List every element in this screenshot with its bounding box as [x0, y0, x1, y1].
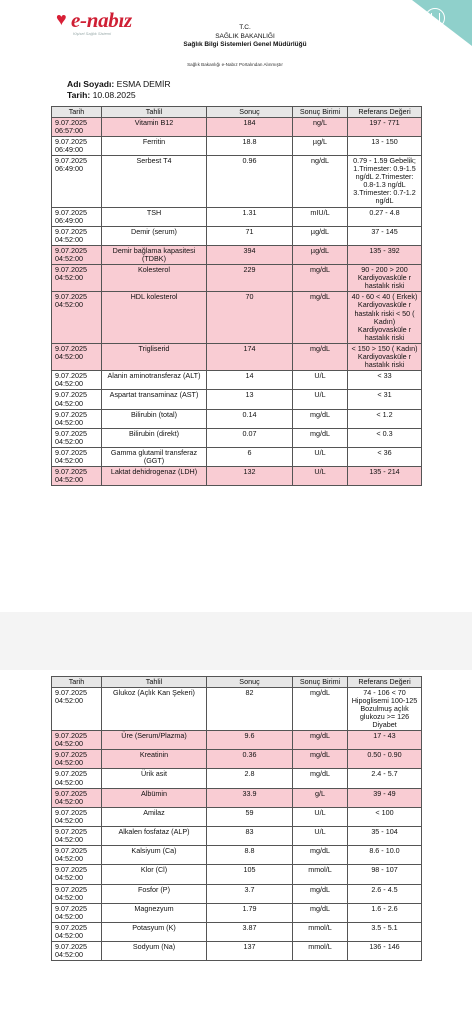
table-row	[52, 903, 422, 922]
table-row	[52, 292, 422, 344]
cell-result: 9.6	[207, 731, 293, 750]
cell-date: 9.07.2025 04:52:00	[52, 467, 102, 486]
cell-test: Alanin aminotransferaz (ALT)	[102, 371, 207, 390]
cell-unit: mg/dL	[293, 903, 348, 922]
cell-reference: 8.6 - 10.0	[348, 846, 422, 865]
cell-test: Glukoz (Açlık Kan Şekeri)	[102, 687, 207, 730]
column-header-test: Tahlil	[102, 677, 207, 688]
table-header-row	[52, 107, 422, 118]
cell-date: 9.07.2025 06:49:00	[52, 155, 102, 207]
cell-test: Ferritin	[102, 136, 207, 155]
cell-unit: U/L	[293, 467, 348, 486]
column-header-reference: Referans Değeri	[348, 677, 422, 688]
cell-date: 9.07.2025 06:57:00	[52, 117, 102, 136]
cell-unit: mmol/L	[293, 922, 348, 941]
cell-reference: 13 - 150	[348, 136, 422, 155]
cell-date: 9.07.2025 04:52:00	[52, 265, 102, 292]
column-header-reference: Referans Değeri	[348, 107, 422, 118]
cell-reference: 39 - 49	[348, 788, 422, 807]
cell-test: Ürik asit	[102, 769, 207, 788]
cell-result: 59	[207, 807, 293, 826]
enabiz-logo	[56, 8, 146, 36]
cell-unit: mg/dL	[293, 769, 348, 788]
table-row	[52, 788, 422, 807]
report-date-label: Tarih:	[67, 90, 91, 100]
table-row	[52, 467, 422, 486]
cell-unit: mg/dL	[293, 265, 348, 292]
column-header-date: Tarih	[52, 677, 102, 688]
cell-test: Vitamin B12	[102, 117, 207, 136]
table-row	[52, 447, 422, 466]
cell-result: 6	[207, 447, 293, 466]
table-row	[52, 390, 422, 409]
cell-result: 71	[207, 226, 293, 245]
cell-unit: mg/dL	[293, 884, 348, 903]
ministry-line-2: SAĞLIK BAKANLIĞI	[215, 32, 275, 40]
cell-unit: U/L	[293, 371, 348, 390]
cell-result: 0.14	[207, 409, 293, 428]
ministry-seal-icon	[425, 8, 445, 28]
cell-date: 9.07.2025 04:52:00	[52, 827, 102, 846]
cell-date: 9.07.2025 04:52:00	[52, 371, 102, 390]
page-separator	[0, 612, 472, 670]
column-header-unit: Sonuç Birimi	[293, 677, 348, 688]
table-row	[52, 942, 422, 961]
cell-date: 9.07.2025 04:52:00	[52, 807, 102, 826]
table-row	[52, 428, 422, 447]
cell-reference: 17 - 43	[348, 731, 422, 750]
cell-test: Bilirubin (direkt)	[102, 428, 207, 447]
cell-result: 18.8	[207, 136, 293, 155]
cell-test: Klor (Cl)	[102, 865, 207, 884]
cell-unit: U/L	[293, 390, 348, 409]
cell-test: Albümin	[102, 788, 207, 807]
cell-date: 9.07.2025 04:52:00	[52, 846, 102, 865]
cell-reference: 197 - 771	[348, 117, 422, 136]
table-row	[52, 922, 422, 941]
cell-test: Amilaz	[102, 807, 207, 826]
logo-tagline: Kişisel Sağlık Sistemi	[73, 31, 112, 36]
table-row	[52, 827, 422, 846]
cell-unit: g/L	[293, 788, 348, 807]
cell-test: Magnezyum	[102, 903, 207, 922]
cell-unit: mmol/L	[293, 865, 348, 884]
column-header-result: Sonuç	[207, 107, 293, 118]
table-row	[52, 807, 422, 826]
cell-reference: 1.6 - 2.6	[348, 903, 422, 922]
cell-date: 9.07.2025 04:52:00	[52, 942, 102, 961]
cell-unit: U/L	[293, 827, 348, 846]
column-header-unit: Sonuç Birimi	[293, 107, 348, 118]
cell-unit: U/L	[293, 807, 348, 826]
cell-unit: mIU/L	[293, 207, 348, 226]
table-row	[52, 117, 422, 136]
cell-test: Alkalen fosfataz (ALP)	[102, 827, 207, 846]
cell-test: Demir (serum)	[102, 226, 207, 245]
cell-reference: 35 - 104	[348, 827, 422, 846]
cell-reference: 0.50 - 0.90	[348, 750, 422, 769]
cell-test: TSH	[102, 207, 207, 226]
cell-unit: µg/dL	[293, 226, 348, 245]
cell-result: 2.8	[207, 769, 293, 788]
column-header-test: Tahlil	[102, 107, 207, 118]
cell-reference: 90 - 200 > 200 Kardiyovaskülе r hastalık riski	[348, 265, 422, 292]
cell-unit: mg/dL	[293, 409, 348, 428]
cell-result: 13	[207, 390, 293, 409]
cell-result: 83	[207, 827, 293, 846]
cell-test: Üre (Serum/Plazma)	[102, 731, 207, 750]
ministry-line-3: Sağlık Bilgi Sistemleri Genel Müdürlüğü	[183, 41, 307, 48]
cell-test: Aspartat transaminaz (AST)	[102, 390, 207, 409]
column-header-date: Tarih	[52, 107, 102, 118]
cell-unit: ng/L	[293, 117, 348, 136]
cell-reference: < 0.3	[348, 428, 422, 447]
cell-unit: µg/dL	[293, 245, 348, 264]
cell-date: 9.07.2025 04:52:00	[52, 788, 102, 807]
cell-reference: 3.5 - 5.1	[348, 922, 422, 941]
cell-result: 1.31	[207, 207, 293, 226]
heart-icon: ♥	[56, 9, 67, 29]
table-row	[52, 265, 422, 292]
cell-unit: mg/dL	[293, 343, 348, 370]
cell-reference: < 150 > 150 ( Kadın) Kardiyovasküle r hastalık riski	[348, 343, 422, 370]
source-note: Sağlık Bakanlığı e-Nabız Portalından Alınmıştır	[187, 62, 283, 67]
cell-reference: 37 - 145	[348, 226, 422, 245]
table-body	[52, 117, 422, 486]
cell-result: 105	[207, 865, 293, 884]
table-row	[52, 245, 422, 264]
table-body	[52, 687, 422, 961]
table-row	[52, 207, 422, 226]
cell-reference: < 33	[348, 371, 422, 390]
patient-info	[67, 79, 171, 101]
cell-result: 229	[207, 265, 293, 292]
logo-text: e-nabız	[71, 8, 132, 32]
cell-test: Kreatinin	[102, 750, 207, 769]
table-row	[52, 769, 422, 788]
cell-unit: mg/dL	[293, 687, 348, 730]
cell-test: Demir bağlama kapasitesi (TDBK)	[102, 245, 207, 264]
cell-date: 9.07.2025 04:52:00	[52, 750, 102, 769]
table-row	[52, 884, 422, 903]
cell-reference: < 31	[348, 390, 422, 409]
column-header-result: Sonuç	[207, 677, 293, 688]
cell-reference: 135 - 392	[348, 245, 422, 264]
cell-date: 9.07.2025 04:52:00	[52, 245, 102, 264]
cell-date: 9.07.2025 06:49:00	[52, 136, 102, 155]
cell-reference: 98 - 107	[348, 865, 422, 884]
cell-result: 70	[207, 292, 293, 344]
cell-unit: mg/dL	[293, 846, 348, 865]
cell-unit: µg/L	[293, 136, 348, 155]
cell-unit: U/L	[293, 447, 348, 466]
cell-reference: 0.27 - 4.8	[348, 207, 422, 226]
patient-name-label: Adı Soyadı:	[67, 79, 115, 89]
cell-reference: 74 - 106 < 70 Hipoglisemi 100-125 Bozulmuş açlık glukozu >= 126 Diyabet	[348, 687, 422, 730]
cell-result: 0.36	[207, 750, 293, 769]
report-date: 10.08.2025	[92, 90, 136, 100]
cell-test: HDL kolesterol	[102, 292, 207, 344]
lab-results-table-2	[51, 676, 422, 961]
cell-date: 9.07.2025 06:49:00	[52, 207, 102, 226]
cell-date: 9.07.2025 04:52:00	[52, 922, 102, 941]
table-row	[52, 846, 422, 865]
cell-date: 9.07.2025 04:52:00	[52, 428, 102, 447]
cell-date: 9.07.2025 04:52:00	[52, 884, 102, 903]
cell-date: 9.07.2025 04:52:00	[52, 687, 102, 730]
cell-result: 3.7	[207, 884, 293, 903]
cell-result: 1.79	[207, 903, 293, 922]
table-row	[52, 226, 422, 245]
cell-result: 3.87	[207, 922, 293, 941]
cell-date: 9.07.2025 04:52:00	[52, 865, 102, 884]
cell-result: 33.9	[207, 788, 293, 807]
table-row	[52, 371, 422, 390]
table-row	[52, 136, 422, 155]
ministry-heading	[140, 24, 350, 50]
table-row	[52, 750, 422, 769]
cell-test: Trigliserid	[102, 343, 207, 370]
cell-unit: mg/dL	[293, 428, 348, 447]
cell-date: 9.07.2025 04:52:00	[52, 769, 102, 788]
table-row	[52, 731, 422, 750]
cell-reference: < 36	[348, 447, 422, 466]
table-row	[52, 155, 422, 207]
cell-test: Laktat dehidrogenaz (LDH)	[102, 467, 207, 486]
cell-unit: mmol/L	[293, 942, 348, 961]
cell-test: Fosfor (P)	[102, 884, 207, 903]
cell-result: 0.07	[207, 428, 293, 447]
cell-result: 174	[207, 343, 293, 370]
cell-reference: 0.79 - 1.59 Gebelik; 1.Trimester: 0.9-1.5 ng/dL 2.Trimester: 0.8-1.3 ng/dL 3.Trimester: 0.7-1.2 ng/dL	[348, 155, 422, 207]
cell-test: Kalsiyum (Ca)	[102, 846, 207, 865]
cell-date: 9.07.2025 04:52:00	[52, 292, 102, 344]
patient-name: ESMA DEMİR	[116, 79, 171, 89]
cell-reference: 2.4 - 5.7	[348, 769, 422, 788]
cell-test: Sodyum (Na)	[102, 942, 207, 961]
cell-result: 394	[207, 245, 293, 264]
cell-test: Gamma glutamil transferaz (GGT)	[102, 447, 207, 466]
cell-reference: 135 - 214	[348, 467, 422, 486]
cell-date: 9.07.2025 04:52:00	[52, 390, 102, 409]
cell-date: 9.07.2025 04:52:00	[52, 903, 102, 922]
cell-unit: mg/dL	[293, 750, 348, 769]
cell-unit: mg/dL	[293, 292, 348, 344]
table-header-row	[52, 677, 422, 688]
cell-result: 132	[207, 467, 293, 486]
cell-date: 9.07.2025 04:52:00	[52, 731, 102, 750]
cell-reference: < 1.2	[348, 409, 422, 428]
cell-reference: 40 - 60 < 40 ( Erkek) Kardiyovasküle r hastalık riski < 50 ( Kadın) Kardiyovasküle r hastalık riski	[348, 292, 422, 344]
cell-date: 9.07.2025 04:52:00	[52, 409, 102, 428]
table-row	[52, 865, 422, 884]
cell-result: 0.96	[207, 155, 293, 207]
cell-date: 9.07.2025 04:52:00	[52, 226, 102, 245]
cell-reference: < 100	[348, 807, 422, 826]
cell-test: Kolesterol	[102, 265, 207, 292]
cell-result: 82	[207, 687, 293, 730]
cell-test: Serbest T4	[102, 155, 207, 207]
cell-reference: 136 - 146	[348, 942, 422, 961]
cell-result: 137	[207, 942, 293, 961]
cell-test: Bilirubin (total)	[102, 409, 207, 428]
ministry-line-1: T.C.	[239, 24, 251, 31]
cell-result: 14	[207, 371, 293, 390]
cell-result: 184	[207, 117, 293, 136]
cell-reference: 2.6 - 4.5	[348, 884, 422, 903]
cell-unit: mg/dL	[293, 731, 348, 750]
cell-date: 9.07.2025 04:52:00	[52, 343, 102, 370]
cell-result: 8.8	[207, 846, 293, 865]
table-row	[52, 687, 422, 730]
cell-unit: ng/dL	[293, 155, 348, 207]
cell-date: 9.07.2025 04:52:00	[52, 447, 102, 466]
cell-test: Potasyum (K)	[102, 922, 207, 941]
lab-results-table-1	[51, 106, 422, 486]
table-row	[52, 343, 422, 370]
table-row	[52, 409, 422, 428]
